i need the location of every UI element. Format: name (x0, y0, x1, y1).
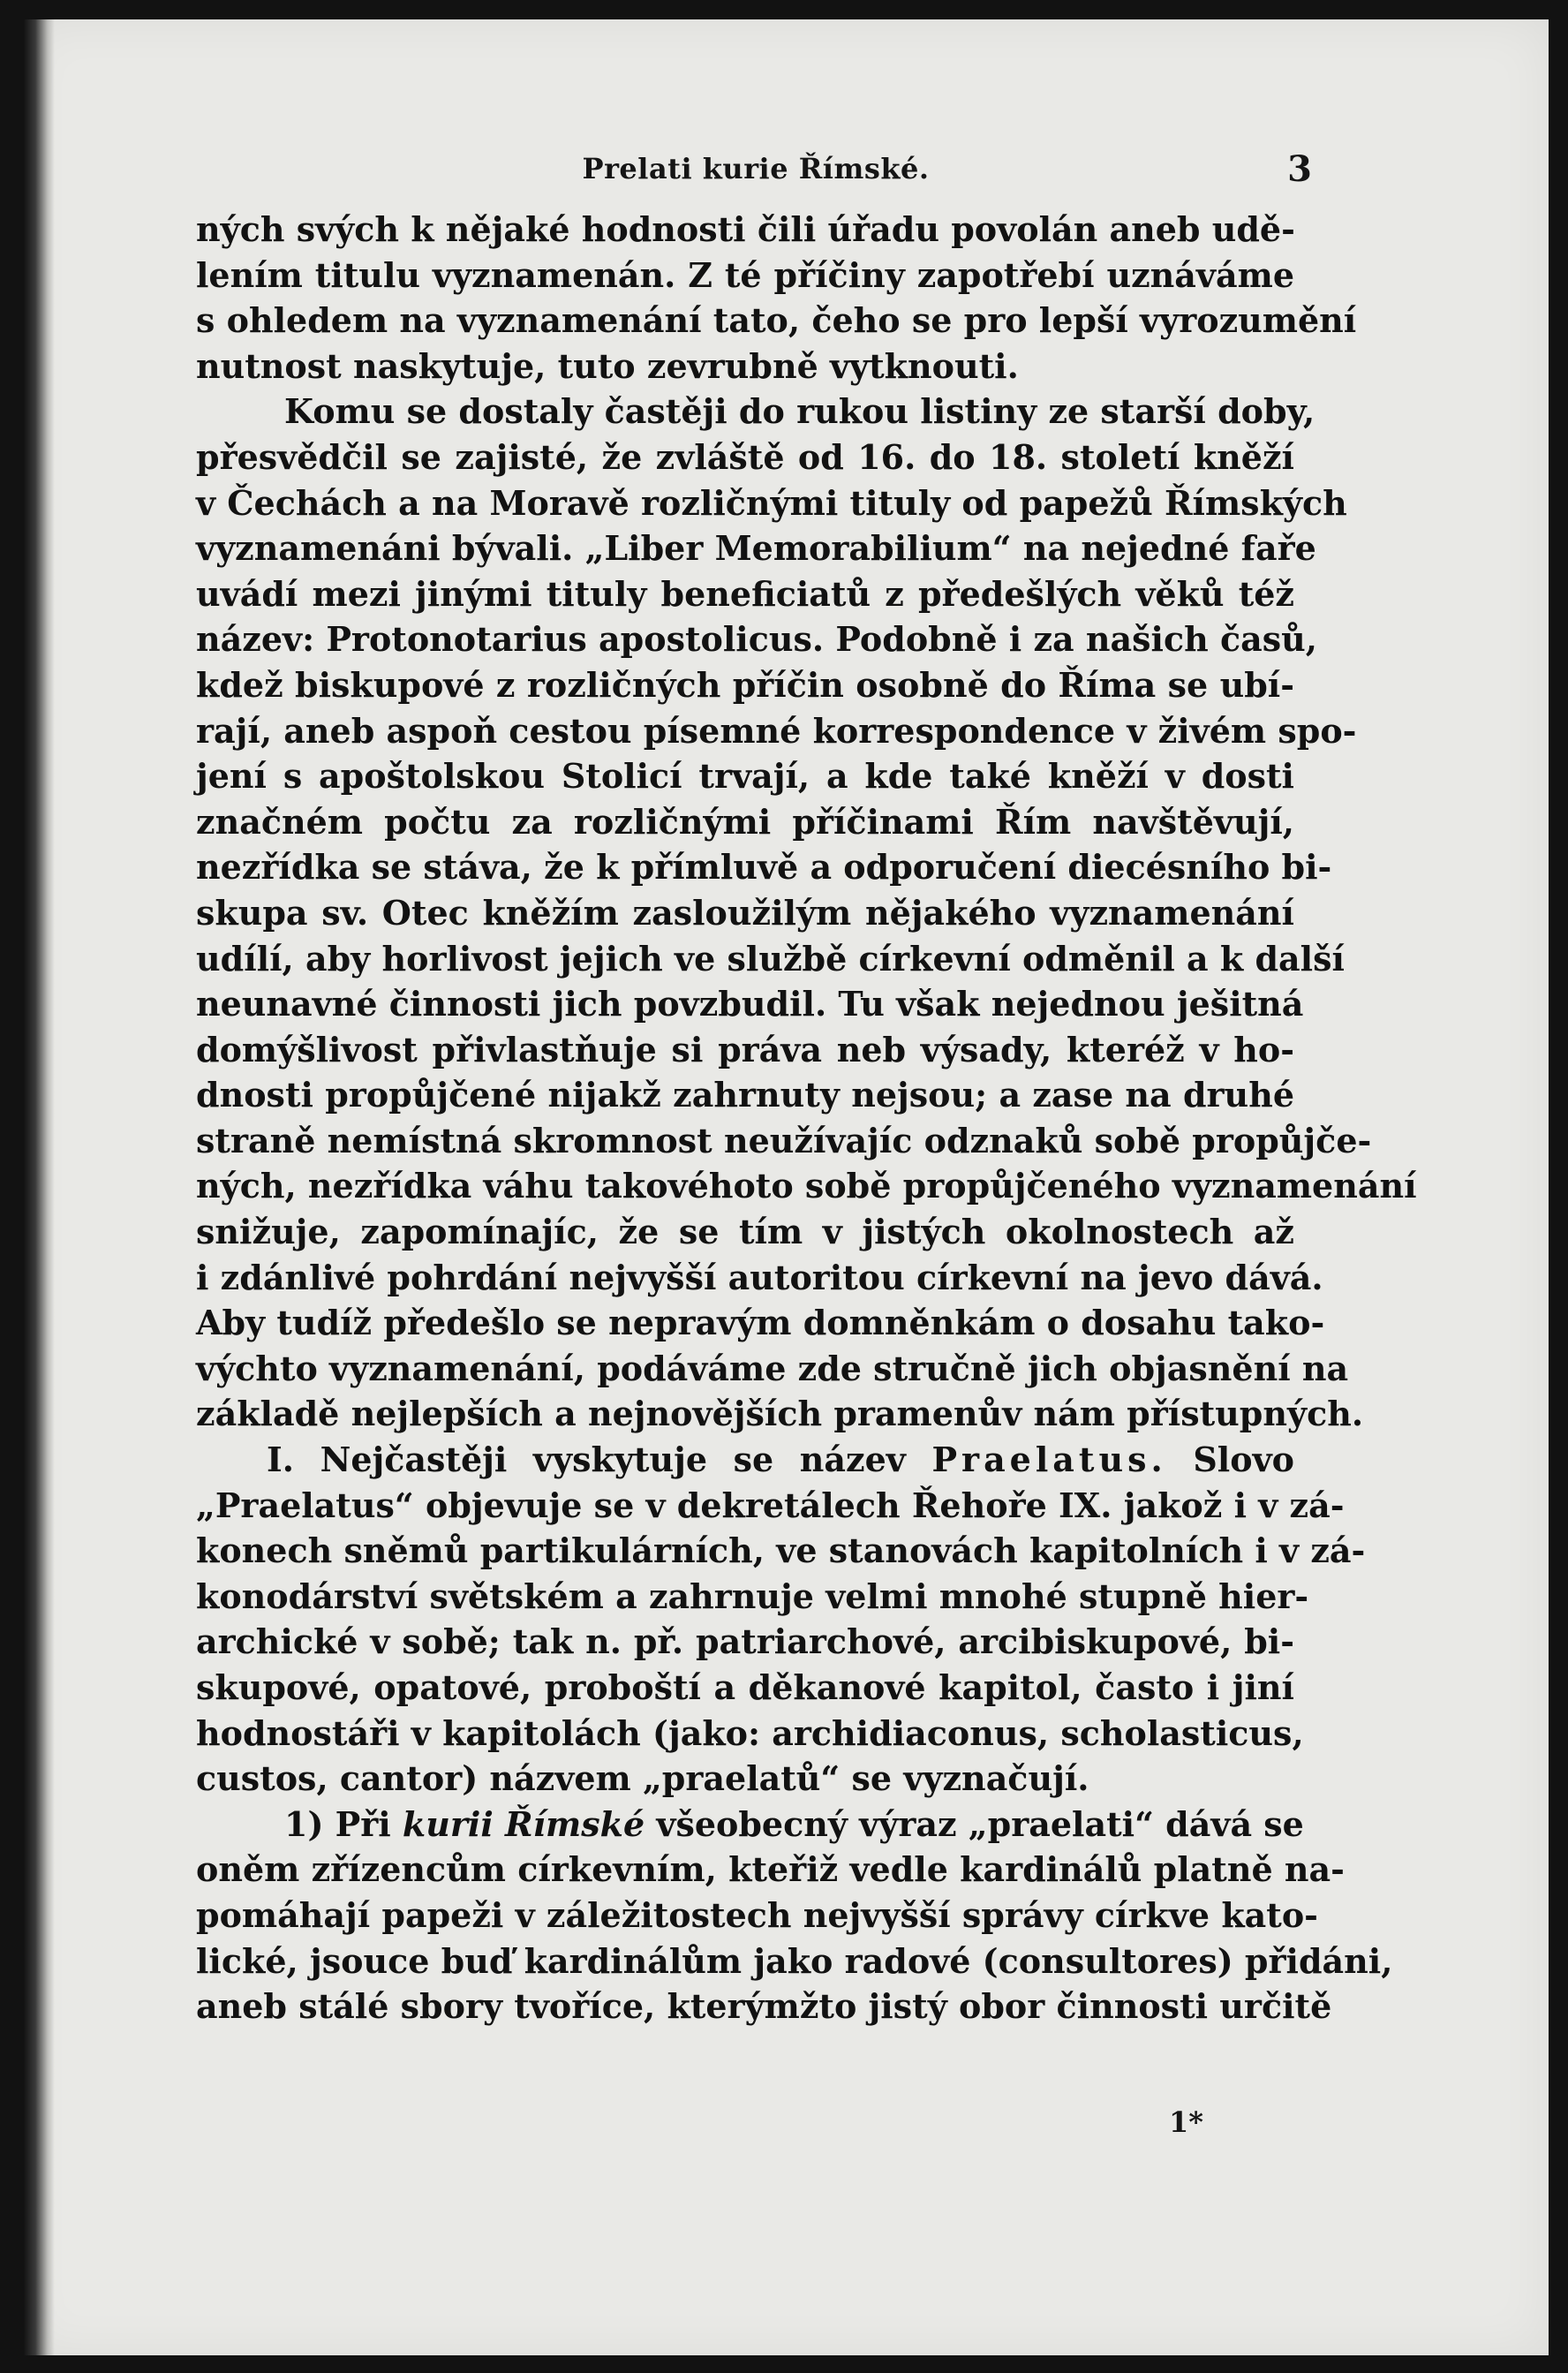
text-line: základě nejlepších a nejnovějších pramenův nám přístupných. (196, 1394, 1364, 1434)
text-line: skupa sv. Otec kněžím zasloužilým nějakého vyznamenání (196, 892, 1294, 933)
text-line: lické, jsouce buď kardinálům jako radové (consultores) přidáni, (196, 1940, 1393, 1981)
text-segment: všeobecný výraz „praelati“ dává se (656, 1803, 1304, 1844)
text-line: custos, cantor) názvem „praelatů“ se vyznačují. (196, 1758, 1089, 1799)
italic-term: kurii Římské (402, 1803, 645, 1844)
text-line: aneb stálé sbory tvoříce, kterýmžto jistý obor činnosti určitě (196, 1986, 1332, 2027)
text-line: „Praelatus“ objevuje se v dekretálech Řehoře IX. jakož i v zá- (196, 1485, 1345, 1525)
text-line: domýšlivost přivlastňuje si práva neb výsady, kteréž v ho- (196, 1029, 1294, 1069)
text-line: s ohledem na vyznamenání tato, čeho se pro lepší vyrozumění (196, 300, 1357, 341)
text-line: Aby tudíž předešlo se nepravým domněnkám o dosahu tako- (196, 1303, 1325, 1343)
text-line: značném počtu za rozličnými příčinami Řím navštěvují, (196, 801, 1294, 842)
text-line: neunavné činnosti jich povzbudil. Tu však nejednou ješitná (196, 984, 1304, 1024)
text-line: konodárství světském a zahrnuje velmi mnohé stupně hier- (196, 1576, 1309, 1616)
text-segment: 1) Při (284, 1803, 391, 1844)
text-line: uvádí mezi jinými tituly beneficiatů z předešlých věků též (196, 573, 1294, 614)
signature-mark: 1* (1169, 2105, 1203, 2139)
text-line: ných svých k nějaké hodnosti čili úřadu povolán aneb udě- (196, 209, 1295, 249)
text-line: archické v sobě; tak n. př. patriarchové, arcibiskupové, bi- (196, 1621, 1294, 1662)
running-title: Prelati kurie Římské. (582, 152, 930, 185)
text-segment: I. Nejčastěji vyskytuje se název (267, 1440, 906, 1480)
text-line: výchto vyznamenání, podáváme zde stručně jich objasnění na (196, 1348, 1349, 1388)
text-line: kdež biskupové z rozličných příčin osobně do Říma se ubí- (196, 664, 1294, 705)
text-line: rají, aneb aspoň cestou písemné korrespondence v živém spo- (196, 710, 1357, 751)
text-line: straně nemístná skromnost neužívajíc odznaků sobě propůjče- (196, 1120, 1372, 1160)
text-line: nutnost naskytuje, tuto zevrubně vytknouti. (196, 345, 1019, 386)
text-line: i zdánlivé pohrdání nejvyšší autoritou církevní na jevo dává. (196, 1257, 1323, 1297)
text-line: vyznamenáni bývali. „Liber Memorabilium“ na nejedné faře (196, 528, 1316, 569)
text-line: skupové, opatové, proboští a děkanové kapitol, často i jiní (196, 1667, 1294, 1707)
text-line: oněm zřízencům církevním, kteřiž vedle kardinálů platně na- (196, 1849, 1345, 1890)
text-line: jení s apoštolskou Stolicí trvají, a kde také kněží v dosti (196, 756, 1294, 797)
text-line: název: Protonotarius apostolicus. Podobně i za našich časů, (196, 619, 1317, 660)
text-line: Komu se dostaly častěji do rukou listiny ze starší doby, (284, 391, 1315, 432)
text-segment: Slovo (1193, 1440, 1294, 1480)
emphasized-term: Praelatus. (931, 1440, 1167, 1480)
page-number: 3 (1287, 148, 1312, 190)
text-line: lením titulu vyznamenán. Z té příčiny zapotřebí uznáváme (196, 254, 1294, 295)
text-line: přesvědčil se zajisté, že zvláště od 16. do 18. století kněží (196, 436, 1294, 477)
text-line: konech sněmů partikulárních, ve stanovách kapitolních i v zá- (196, 1530, 1366, 1571)
binding-edge (23, 19, 55, 2355)
text-line: udílí, aby horlivost jejich ve službě církevní odměnil a k další (196, 938, 1345, 979)
body-text (196, 207, 1417, 2029)
text-line: nezřídka se stáva, že k přímluvě a odporučení diecésního bi- (196, 847, 1332, 888)
text-line: snižuje, zapomínajíc, že se tím v jistých okolnostech až (196, 1212, 1294, 1252)
text-line: dnosti propůjčené nijakž zahrnuty nejsou; a zase na druhé (196, 1075, 1294, 1115)
text-line: ných, nezřídka váhu takovéhoto sobě propůjčeného vyznamenání (196, 1166, 1417, 1206)
book-page (23, 19, 1549, 2355)
section-heading-line (196, 1437, 1294, 1483)
subsection-line (196, 1802, 1304, 1848)
text-line: pomáhají papeži v záležitostech nejvyšší správy církve kato- (196, 1894, 1318, 1935)
text-line: hodnostáři v kapitolách (jako: archidiaconus, scholasticus, (196, 1712, 1304, 1753)
page-header (200, 148, 1312, 193)
text-line: v Čechách a na Moravě rozličnými tituly od papežů Římských (196, 482, 1347, 523)
